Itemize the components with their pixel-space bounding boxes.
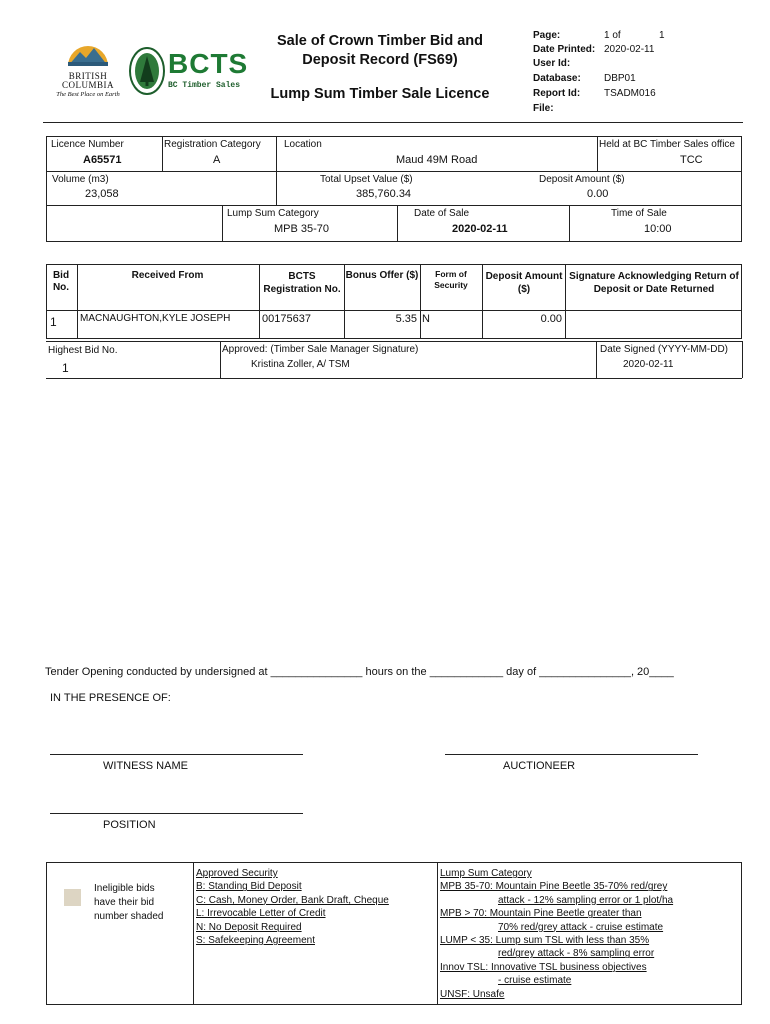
- ineligible-swatch: [64, 889, 81, 906]
- highest-bid-value: 1: [62, 361, 69, 375]
- bids-col-4: [420, 264, 421, 339]
- report-title-line1: Sale of Crown Timber Bid and: [277, 33, 483, 49]
- info-col-div-1: [162, 136, 163, 171]
- witness-name-label: WITNESS NAME: [103, 760, 188, 772]
- lump-legend-line: - cruise estimate: [498, 975, 572, 987]
- header-divider: [43, 122, 743, 123]
- registration-category-label: Registration Category: [164, 139, 261, 150]
- security-legend: [196, 867, 389, 947]
- info-col-div-5: [397, 205, 398, 242]
- location-value: Maud 49M Road: [396, 154, 478, 166]
- bid-row-deposit-amount: 0.00: [540, 313, 562, 325]
- bcts-tree-seal-icon: [128, 46, 166, 96]
- date-signed-label: Date Signed (YYYY-MM-DD): [600, 344, 729, 355]
- bc-logo-tagline: The Best Place on Earth: [56, 91, 120, 98]
- bcts-logo: [128, 46, 253, 98]
- approval-col-3: [742, 341, 743, 378]
- lump-legend-line: MPB > 70: Mountain Pine Beetle greater than: [440, 908, 642, 920]
- col-header-bcts-registration: BCTS Registration No.: [263, 271, 341, 295]
- col-header-bid-no: Bid No.: [52, 270, 70, 293]
- meta-date-value: 2020-02-11: [604, 44, 655, 55]
- lump-sum-legend: [440, 867, 740, 1001]
- bc-logo-text-2: COLUMBIA: [61, 80, 114, 90]
- lump-legend-line: red/grey attack - 8% sampling error: [498, 948, 655, 960]
- info-row-divider-2: [46, 205, 742, 206]
- security-legend-item: N: No Deposit Required: [196, 921, 302, 933]
- bid-row-bcts-registration: 00175637: [262, 313, 311, 325]
- security-legend-title: Approved Security: [196, 868, 278, 879]
- highest-bid-label: Highest Bid No.: [48, 345, 118, 356]
- approved-signature-label: Approved: (Timber Sale Manager Signature): [222, 344, 419, 355]
- licence-number-value: A65571: [83, 154, 122, 166]
- bids-col-1: [77, 264, 78, 339]
- info-col-div-6: [569, 205, 570, 242]
- bid-row-bonus-offer: 5.35: [395, 313, 417, 325]
- bid-row-received-from: MACNAUGHTON,KYLE JOSEPH: [80, 313, 231, 324]
- bids-col-5: [482, 264, 483, 339]
- info-row-divider-1: [46, 171, 742, 172]
- upset-value-label: Total Upset Value ($): [320, 174, 413, 185]
- date-signed-value: 2020-02-11: [623, 359, 674, 370]
- ineligible-text-3: number shaded: [94, 911, 164, 922]
- time-of-sale-label: Time of Sale: [611, 208, 667, 219]
- licence-number-label: Licence Number: [51, 139, 124, 150]
- col-header-bonus-offer: Bonus Offer ($): [345, 270, 419, 281]
- tender-opening-line: Tender Opening conducted by undersigned at _______________ hours on the ____________ day of _______________, 20____: [45, 666, 674, 678]
- location-label: Location: [284, 139, 322, 150]
- security-legend-item: L: Irrevocable Letter of Credit: [196, 908, 326, 920]
- approval-bottom-line: [46, 378, 742, 379]
- position-label: POSITION: [103, 819, 156, 831]
- bc-logo: [48, 40, 128, 102]
- approval-col-2: [596, 341, 597, 378]
- presence-label: IN THE PRESENCE OF:: [50, 692, 171, 704]
- security-legend-item: C: Cash, Money Order, Bank Draft, Cheque: [196, 894, 389, 906]
- col-header-received-from: Received From: [131, 270, 204, 281]
- meta-reportid-value: TSADM016: [604, 88, 656, 99]
- bid-row-form-of-security: N: [422, 313, 430, 325]
- info-col-div-2: [276, 136, 277, 205]
- meta-reportid-label: Report Id:: [533, 88, 581, 99]
- col-header-signature: Signature Acknowledging Return of Deposit or Date Returned: [569, 271, 739, 295]
- bids-header-divider: [46, 310, 742, 311]
- lump-sum-category-value: MPB 35-70: [274, 223, 330, 235]
- legend-col-2: [437, 862, 438, 1005]
- position-signature-line[interactable]: [50, 813, 303, 814]
- deposit-amount-value: 0.00: [587, 188, 609, 200]
- lump-legend-line: UNSF: Unsafe: [440, 988, 505, 1000]
- info-col-div-3: [597, 136, 598, 171]
- bc-sun-mountain-icon: [66, 40, 110, 68]
- col-header-deposit-amount: Deposit Amount ($): [485, 271, 563, 295]
- bcts-logo-text: BCTS: [168, 48, 249, 79]
- volume-value: 23,058: [85, 188, 119, 200]
- auctioneer-label: AUCTIONEER: [503, 760, 576, 772]
- legend-col-1: [193, 862, 194, 1005]
- lump-legend-line: attack - 12% sampling error or 1 plot/ha: [498, 894, 674, 906]
- ineligible-text-1: Ineligible bids: [94, 883, 155, 894]
- meta-file-label: File:: [533, 103, 554, 114]
- registration-category-value: A: [213, 154, 221, 166]
- bid-row-bid-no: 1: [50, 315, 57, 329]
- lump-legend-line: Innov TSL: Innovative TSL business objectives: [440, 961, 647, 973]
- report-subtitle: Lump Sum Timber Sale Licence: [270, 86, 490, 102]
- ineligible-text-2: have their bid: [94, 897, 155, 908]
- upset-value-value: 385,760.34: [356, 188, 412, 200]
- info-col-div-4: [222, 205, 223, 242]
- lump-legend-line: 70% red/grey attack - cruise estimate: [498, 921, 664, 933]
- lump-legend-line: MPB 35-70: Mountain Pine Beetle 35-70% red/grey: [440, 881, 668, 893]
- meta-page-value: 1 of: [604, 30, 621, 41]
- approved-signature-value: Kristina Zoller, A/ TSM: [251, 359, 350, 370]
- report-title-line2: Deposit Record (FS69): [302, 52, 458, 68]
- held-at-office-label: Held at BC Timber Sales office: [599, 139, 735, 150]
- meta-database-label: Database:: [533, 73, 581, 84]
- bcts-logo-subtext: BC Timber Sales: [168, 81, 241, 90]
- date-of-sale-label: Date of Sale: [414, 208, 470, 219]
- volume-label: Volume (m3): [52, 174, 109, 185]
- meta-page-label: Page:: [533, 30, 561, 41]
- meta-database-value: DBP01: [604, 73, 636, 84]
- time-of-sale-value: 10:00: [644, 223, 672, 235]
- lump-legend-line: LUMP < 35: Lump sum TSL with less than 35%: [440, 935, 650, 947]
- approval-col-1: [220, 341, 221, 378]
- col-header-form-of-security: Form of Security: [434, 269, 468, 290]
- witness-signature-line[interactable]: [50, 754, 303, 755]
- held-at-office-value: TCC: [680, 154, 703, 166]
- meta-userid-label: User Id:: [533, 58, 571, 69]
- bc-logo-text-1: BRITISH: [68, 71, 108, 81]
- security-legend-item: B: Standing Bid Deposit: [196, 881, 302, 893]
- meta-date-label: Date Printed:: [533, 44, 596, 55]
- lump-legend-title: Lump Sum Category: [440, 868, 532, 879]
- security-legend-item: S: Safekeeping Agreement: [196, 935, 315, 947]
- meta-page-total: 1: [659, 30, 665, 41]
- auctioneer-signature-line[interactable]: [445, 754, 698, 755]
- approval-top-line: [46, 341, 742, 342]
- deposit-amount-label: Deposit Amount ($): [539, 174, 625, 185]
- date-of-sale-value: 2020-02-11: [452, 223, 508, 235]
- lump-sum-category-label: Lump Sum Category: [227, 208, 319, 219]
